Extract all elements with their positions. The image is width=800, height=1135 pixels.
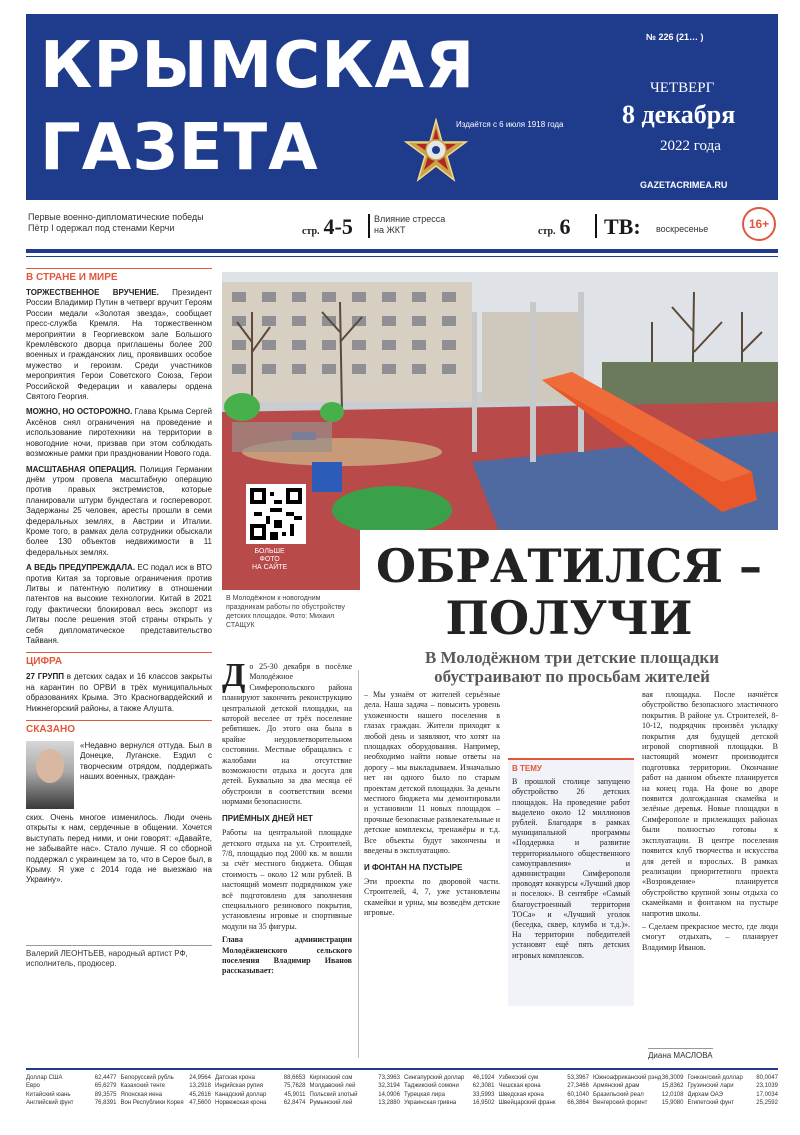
currency-name: Сингапурский доллар — [404, 1075, 465, 1081]
rate-row — [499, 1091, 590, 1099]
article-column-2: – Мы узнаём от жителей серьёзные дела. Наша задача – повысить уровень ухоженности нашего поселения в глазах граждан. Жители приходят к любой день и заявляют, что хотят на площадках оборудования. Например, необходимо найти новые ответы на дорогу – мы выкладываем. Изначально нет ни одного было по старым проектам детской площадки. За деньги местного бюджета мы демонтировали и установили 11 новых площадок – прочные безопасные развлекательные и детские комплексы, тренажёры и т.д. Все объекты будут закончены и введены в эксплуатацию. И ФОНТАН НА ПУСТЫРЕ Эти проекты по дворовой части. Строителей, 4, 7, уже установлены скамейки и урны, мы возведём детские игровые. — [364, 690, 500, 918]
currency-name: Южноафриканский рэнд — [593, 1075, 662, 1081]
currency-name: Грузинский лари — [687, 1083, 734, 1090]
weekday: ЧЕТВЕРГ — [650, 80, 715, 96]
currency-name: Румынский лей — [309, 1100, 353, 1107]
rate-row — [688, 1091, 779, 1099]
currency-value: 89,3575 — [94, 1091, 117, 1098]
rate-row — [499, 1074, 590, 1082]
rate-column — [593, 1074, 684, 1120]
qr-code[interactable] — [246, 484, 306, 544]
rate-row — [593, 1099, 684, 1107]
currency-name: Украинская гривна — [404, 1100, 457, 1107]
currency-value: 15,9080 — [661, 1100, 684, 1107]
currency-name: Китайский юань — [26, 1091, 71, 1098]
header-rule — [26, 249, 778, 253]
rate-row — [310, 1099, 401, 1107]
rate-row — [121, 1099, 212, 1107]
rate-row — [593, 1091, 684, 1099]
currency-value: 80,0047 — [756, 1075, 778, 1081]
currency-name: Швейцарский франк — [498, 1100, 556, 1107]
currency-value: 12,0108 — [661, 1091, 684, 1098]
rubric-quote: СКАЗАНО — [26, 720, 212, 735]
currency-name: Бразильский реал — [593, 1091, 644, 1098]
rate-row — [499, 1082, 590, 1090]
currency-name: Норвежская крона — [215, 1100, 267, 1107]
quote-signature: Валерий ЛЕОНТЬЕВ, народный артист РФ, исполнитель, продюсер. — [26, 945, 212, 969]
rate-row — [121, 1082, 212, 1090]
currency-value: 76,8391 — [94, 1100, 117, 1107]
article-column-1: До 25-30 декабря в посёлке Молодёжное Симферопольского района планируют закончить реконструкцию центральной детской площадки, на которой веселее от трёх поселение ребятишек. До этого она была в крайне неудовлетворительном состоянии. Местные обращались с жалобами на отсутствие возможности отдыха и досуга для детей. Буквально за два месяца её обустроили в соответствии всеми нормами безопасности. ПРИЁМНЫХ ДНЕЙ НЕТ Работы на центральной площадке детского отдыха на ул. Строителей, 7/8, площадью под 2000 кв. м вошли за счёт местного бюджета. Общая стоимость – около 12 млн рублей. В настоящий момент подрядчиком уже всё подготовлено для заполнения специального резинового покрытия, установлены игровые и спортивные модули на 35 фигуры. Глава администрации Молодёжненского сельского поселения Владимир Иванов рассказывает: — [222, 657, 352, 976]
currency-value: 53,3967 — [567, 1075, 589, 1081]
rate-column — [688, 1074, 779, 1120]
column-rule — [358, 670, 359, 1058]
photo-caption: В Молодёжном к новогодним праздникам работы по обустройству детских площадок. Фото: Михаил СТАЩУК — [226, 595, 345, 629]
website-link[interactable]: GAZETACRIMEA.RU — [640, 180, 728, 190]
brief-item: А ВЕДЬ ПРЕДУПРЕЖДАЛА. ЕС подал иск в ВТО против Китая за торговые ограничения против Литвы и патентную политику в отношении патентов на высокие технологии. Китай в 2021 году фактически блокировал весь экспорт из Литвы после решения этой страны открыть у себя дипломатическое представительство Тайваня. — [26, 563, 212, 645]
rate-column — [499, 1074, 590, 1120]
rate-row — [26, 1091, 117, 1099]
rate-column — [121, 1074, 212, 1120]
currency-name: Польский злотый — [309, 1091, 358, 1098]
article-subheadline: В Молодёжном три детские площадки обустраивают по просьбам жителей — [424, 648, 720, 686]
teaser-2-page: стр. 6 — [538, 214, 571, 239]
currency-name: Таджикский сомони — [404, 1083, 459, 1090]
quote-text-rest: ских. Очень многое изменилось. Люди очень открыты к нам, сердечные в общении. Хочется выступать перед ними, и они говорят: «Давайте, не забывайте нас». Стало лучше. Я со сборной поддержал с украинцем за то, что в Серое был, в Крыму. Я уже с 2014 года не выезжаю на Украину». — [26, 813, 212, 885]
rate-row — [688, 1099, 779, 1107]
brief-item: МОЖНО, НО ОСТОРОЖНО. Глава Крыма Сергей Аксёнов снял ограничения на проведение и использование пиротехники на территории в новогодние ночи, призвав при этом соблюдать возможные рамки при праздновании Нового года. — [26, 407, 212, 459]
currency-value: 25,2592 — [756, 1100, 778, 1107]
rate-column — [310, 1074, 401, 1120]
quote-text-start: «Недавно вернулся оттуда. Был в Донецке, Луганске. Ездил с творческим отрядом, поддержать наших военных, граждан- — [80, 741, 212, 782]
rate-column — [404, 1074, 495, 1120]
divider — [368, 214, 370, 238]
currency-name: Белорусский рубль — [120, 1075, 174, 1081]
currency-value: 75,7628 — [283, 1083, 306, 1090]
issue-number: № 226 (21… ) — [646, 32, 704, 42]
article-headline[interactable]: ОБРАТИЛСЯ – ПОЛУЧИ — [360, 530, 778, 652]
rate-row — [310, 1074, 401, 1082]
qr-note: БОЛЬШЕ ФОТО НА САЙТЕ — [252, 548, 288, 571]
quote-block — [26, 741, 212, 941]
currency-name: Английский фунт — [26, 1100, 74, 1107]
currency-name: Датская крона — [215, 1075, 255, 1081]
currency-name: Молдавский лей — [309, 1083, 356, 1090]
currency-value: 45,2616 — [189, 1091, 211, 1098]
rate-row — [215, 1099, 306, 1107]
currency-value: 62,4477 — [94, 1075, 117, 1081]
currency-value: 13,2880 — [378, 1100, 400, 1107]
newspaper-title-line1: КРЫМСКАЯ — [40, 29, 476, 103]
currency-value: 23,1039 — [756, 1083, 778, 1090]
qr-code-icon — [250, 488, 302, 540]
drop-cap: Д — [222, 657, 246, 694]
currency-name: Гонконгский доллар — [687, 1075, 743, 1081]
currency-value: 88,6653 — [283, 1075, 306, 1081]
currency-name: Шведская крона — [498, 1091, 544, 1098]
currency-name: Киргизский сом — [309, 1075, 353, 1081]
currency-name: Казахский тенге — [120, 1083, 166, 1090]
quote-author-photo — [26, 741, 74, 809]
header-rule-thin — [26, 256, 778, 257]
figure-item: 27 ГРУПП в детских садах и 16 классов закрыты на карантин по ОРВИ в трёх муниципальных образованиях Крыма. Это Красногвардейский и Нижнегорский районы, а также Алушта. — [26, 672, 212, 713]
rate-row — [310, 1091, 401, 1099]
teaser-1-page: стр. 4-5 — [302, 214, 353, 239]
currency-value: 27,3466 — [567, 1083, 589, 1090]
rate-row — [26, 1074, 117, 1082]
currency-value: 46,1924 — [472, 1075, 495, 1081]
currency-name: Евро — [26, 1083, 40, 1090]
rate-row — [215, 1074, 306, 1082]
article-column-3: вая площадка. После начнётся обустройство безопасного эластичного покрытия. В районе ул. Строителей, 8-10-12, подрядчик произвёл укладку покрытия для будущей детской игровой спортивной площадки. В настоящий момент производится подготовка территории. Окончание работ на данном объекте планируется на конец года. На фоне во дворе появится долгожданная скамейка и зелёные деревья. Новые площадки в Симферополе и прилежащих районах были полностью готовы к эксплуатации. В центре поселения появится клуб творчества и искусства для детей и взрослых. В рамках реализации приоритетного проекта «Возрождение» планируется обустройство крупной зоны отдыха со скамейками и фонтаном на пустыре напротив школы. – Сделаем прекрасное место, где люди смогут отдыхать, – планирует Владимир Иванов. — [642, 690, 778, 952]
related-tag: В ТЕМУ — [512, 764, 542, 773]
currency-value: 47,5600 — [189, 1100, 211, 1107]
divider — [595, 214, 597, 238]
tv-label: ТВ: — [604, 214, 641, 239]
teaser-2-text[interactable]: Влияние стресса на ЖКТ — [374, 214, 446, 235]
founded-note: Издаётся с 6 июля 1918 года — [456, 120, 564, 129]
currency-name: Узбекский сум — [498, 1075, 539, 1081]
currency-name: Венгерский форинт — [593, 1100, 648, 1107]
currency-name: Армянский драм — [593, 1083, 640, 1090]
currency-name: Японская иена — [120, 1091, 163, 1098]
rubric-country-world: В СТРАНЕ И МИРЕ — [26, 268, 212, 283]
currency-name: Индийская рупия — [215, 1083, 263, 1090]
rate-row — [688, 1082, 779, 1090]
currency-value: 45,9011 — [284, 1091, 306, 1098]
currency-name: Египетский фунт — [687, 1100, 735, 1107]
rate-row — [499, 1099, 590, 1107]
currency-value: 62,3081 — [472, 1083, 495, 1090]
brief-item: ТОРЖЕСТВЕННОЕ ВРУЧЕНИЕ. Президент России Владимир Путин в четверг вручит Героям России медали «Золотая звезда», сообщает пресс-служба Кремля. На торжественном мероприятии в Георгиевском зале Большого Кремлёвского дворца приглашены более 200 военных и гражданских лиц, проявивших особое мужество и героизм. Среди участников мероприятия Герои Советского Союза, Герои Российской Федерации и кавалеры ордена Святого Георгия. — [26, 288, 212, 402]
rate-column — [26, 1074, 117, 1120]
tv-day[interactable]: воскресенье — [656, 224, 709, 234]
rate-column — [215, 1074, 306, 1120]
rate-row — [404, 1099, 495, 1107]
masthead — [26, 14, 778, 200]
currency-value: 33,5993 — [472, 1091, 495, 1098]
currency-value: 17,0034 — [756, 1091, 778, 1098]
currency-value: 36,3009 — [661, 1075, 684, 1081]
currency-value: 66,3864 — [567, 1100, 589, 1107]
age-rating-badge: 16+ — [742, 207, 776, 241]
rate-row — [215, 1091, 306, 1099]
currency-value: 73,3963 — [378, 1075, 400, 1081]
currency-value: 16,9502 — [472, 1100, 495, 1107]
newspaper-title-line2: ГАЗЕТА — [40, 111, 319, 185]
currency-name: Турецкая лира — [404, 1091, 445, 1098]
currency-value: 65,6279 — [94, 1083, 117, 1090]
currency-value: 60,1040 — [567, 1091, 589, 1098]
currency-name: Канадский доллар — [215, 1091, 267, 1098]
currency-name: Доллар США — [26, 1075, 63, 1081]
face-shape — [36, 749, 64, 783]
rate-row — [688, 1074, 779, 1082]
news-sidebar — [26, 268, 212, 1058]
rate-row — [593, 1074, 684, 1082]
currency-value: 24,9564 — [189, 1075, 211, 1081]
rate-row — [215, 1082, 306, 1090]
currency-name: Чешская крона — [498, 1083, 541, 1090]
currency-value: 15,8362 — [661, 1083, 684, 1090]
teaser-bar — [26, 206, 778, 244]
currency-value: 32,3194 — [378, 1083, 400, 1090]
rate-row — [404, 1082, 495, 1090]
rate-row — [121, 1091, 212, 1099]
rate-row — [404, 1074, 495, 1082]
related-box: В ТЕМУ В прошлой столице запущено обустройство 26 детских площадок. На проведение работ выделено около 12 миллионов рублей. Благодаря в рамках муниципальной программы «Поддержка и развитие территориального общественного самоуправления» и администрации Симферополя проводят конкурсы «Лучший двор и поселок». В сентябре «Самый благоустроенный территория ТОСа» и «Лучший уголок (беседка, сквер, клумба и т.д.)». На территории победителей установят ещё пять детских игровых комплексов. — [508, 758, 634, 1006]
article-subtitle: ПРИЁМНЫХ ДНЕЙ НЕТ — [222, 813, 313, 823]
rate-row — [404, 1091, 495, 1099]
article-subtitle: И ФОНТАН НА ПУСТЫРЕ — [364, 862, 463, 872]
rate-row — [26, 1082, 117, 1090]
rate-row — [310, 1082, 401, 1090]
rubric-figure: ЦИФРА — [26, 652, 212, 667]
issue-date: 8 декабря — [622, 100, 736, 129]
currency-value: 13,2918 — [189, 1083, 211, 1090]
rate-row — [121, 1074, 212, 1082]
currency-name: Дирхам ОАЭ — [687, 1091, 723, 1098]
issue-year: 2022 года — [660, 138, 721, 154]
currency-rates — [26, 1068, 778, 1120]
currency-value: 62,8474 — [283, 1100, 306, 1107]
teaser-1-text[interactable]: Первые военно-дипломатические победы Пётр I одержал под стенами Керчи — [28, 212, 204, 233]
currency-value: 14,0906 — [378, 1091, 400, 1098]
rate-row — [26, 1099, 117, 1107]
currency-name: Вон Республики Корея — [120, 1100, 184, 1107]
article-author: Диана МАСЛОВА — [648, 1048, 713, 1060]
rate-row — [593, 1082, 684, 1090]
brief-item: МАСШТАБНАЯ ОПЕРАЦИЯ. Полиция Германии днём утром провела масштабную операцию против правых экстремистов, которые планировали штурм бундестага и госпереворот. Задержаны 25 человек, аресты прошли в семи федеральных землях, в Австрии и Италии. Кроме того, в рамках дела сотрудники обыскали более 130 объектов недвижимости в 11 федеральных землях. — [26, 464, 212, 557]
